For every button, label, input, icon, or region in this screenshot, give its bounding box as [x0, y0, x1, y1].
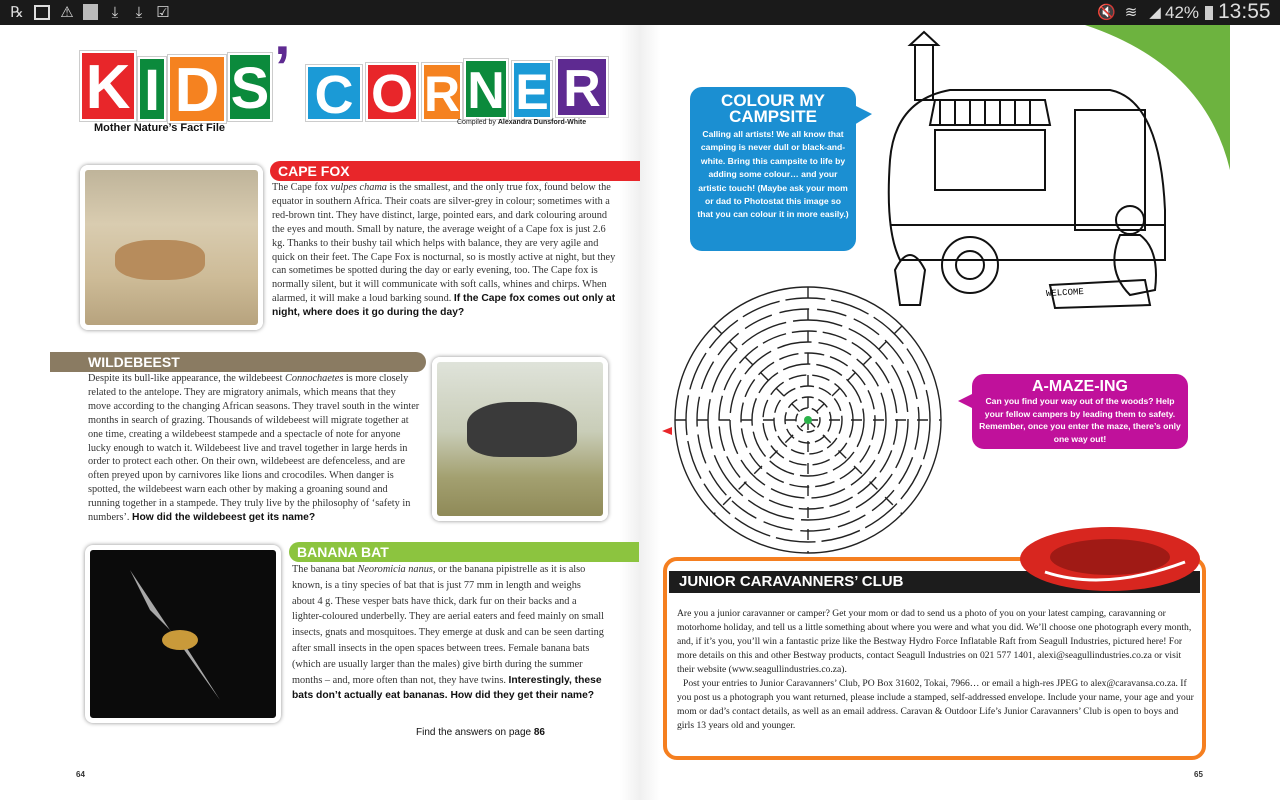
colour-campsite-bubble [690, 87, 856, 251]
banana-bat-text: The banana bat Neoromicia nanus, or the banana pipistrelle as it is also known, is a tiny species of bat that is just 77 mm in length and weighs about 4 g. These vesper bats have thick, dark fur on their backs and a lighter-coloured underbelly. They are aerial eaters and feed mainly on small insects, gnats and mosquitoes. They emerge at dusk and can be seen darting after small insects in the open spaces between trees. Female banana bats (which are usually larger than the males) give birth during the summer months – and, more often than not, they have twins. Interestingly, these bats don’t actually eat bananas. How did they get their name? [292, 564, 605, 702]
junior-club-heading: JUNIOR CARAVANNERS’ CLUB [669, 571, 1200, 593]
briefcase-icon[interactable]: ☑ [156, 4, 170, 21]
circular-maze[interactable] [668, 280, 948, 560]
spine [620, 25, 660, 800]
battery-percent: 42% [1165, 3, 1200, 22]
title-letter: R [422, 63, 462, 121]
warning-icon[interactable]: ⚠ [60, 4, 74, 21]
fox-shape [115, 240, 205, 280]
title-letter: C [306, 65, 362, 121]
maze-entry-arrow-icon [662, 427, 672, 435]
wildebeest-text: Despite its bull-like appearance, the wildebeest Connochaetes is more closely related to the antelope. They are migratory animals, which means that they move according to the changing African seasons. They travel south in the winter months in search of grazing. Thousands of wildebeest will migrate together at one time, creating a wildebeest stampede and a spectacle of note for anyone lucky enough to watch it. Wildebeest live and travel together in large herds in order to protect each other. On their own, wildebeest are defenceless, and are often preyed upon by carnivores like lions and crocodiles. When danger is spotted, the wildebeest warn each other by making a groaning sound and running together in a stampede. They truly live by the philosophy of ‘safety in numbers’. How did the wildebeest get its name? [88, 373, 420, 524]
welcome-mat-text: WELCOME [1045, 287, 1085, 299]
credit-name: Alexandra Dunsford-White [497, 119, 587, 126]
title-letter: R [556, 57, 608, 117]
cape-fox-heading: CAPE FOX [270, 161, 640, 181]
title-letter: K [80, 51, 136, 121]
apostrophe: ’ [274, 34, 291, 101]
amazeing-text: Can you find your way out of the woods? Help your fellow campers by leading them to safety. Remember, once you enter the maze, there’s only one way out! [979, 396, 1181, 444]
answers-note: Find the answers on page 86 [416, 727, 545, 738]
signal-icon: ◢ [1149, 4, 1161, 21]
colour-campsite-text: Calling all artists! We all know that camping is never dull or black-and-white. Bring this campsite to life by adding some colour… and your artistic touch! (Maybe ask your mom or dad to Photostat this image so that you can colour it in more easily.) [697, 129, 849, 220]
save-icon[interactable] [83, 4, 98, 20]
junior-club-para1: Are you a junior caravanner or camper? Get your mom or dad to send us a photo of you on your latest camping, caravanning or motorhome holiday, and tell us a little something about where you were and what you did. We’ll choose one photograph every month, and, if it’s you, you’ll win a fantastic prize like the Bestway Hydro Force Inflatable Raft from Seagull Industries, pictured here! For more details on this and other Bestway products, contact Seagull Industries on 021 577 1401, alexi@seagullindustries.co.za or visit their website (www.seagullindustries.co.za). [677, 608, 1192, 675]
cape-fox-question: If the Cape fox comes out only at night, where does it go during the day? [272, 293, 616, 319]
title-letter: N [464, 59, 508, 119]
wildebeest-question: How did the wildebeest get its name? [132, 512, 316, 524]
cape-fox-text: The Cape fox vulpes chama is the smallest, and the only true fox, found below the equator in southern Africa. Their coats are silver-grey in colour; sometimes with a red-brown tint. They have distinct, large, pointed ears, and dark colouring around the eyes and mouth. Small by nature, the average weight of a Cape fox is just 2.6 kg. Thanks to their bushy tail which helps with balance, they are very agile and quick on their feet. The Cape Fox is nocturnal, so is mostly active at night, but they can sometimes be spotted during the day or early evening, too. The Cape fox is normally silent, but it will communicate with soft calls, whines and chirps. When alarmed, it will make a loud barking sound. If the Cape fox comes out only at night, where does it go during the day? [272, 182, 616, 319]
banana-bat-photo [85, 545, 281, 723]
wifi-icon: ≋ [1124, 4, 1138, 21]
banana-bat-question: Interestingly, these bats don’t actually eat bananas. How did they get their name? [292, 674, 602, 702]
bat-shape [90, 550, 276, 718]
colour-campsite-title: COLOUR MY CAMPSITE [721, 91, 825, 126]
wildebeest-photo [432, 357, 608, 521]
clock: 13:55 [1218, 0, 1271, 23]
status-bar [0, 0, 1280, 25]
answers-page: 86 [533, 727, 545, 738]
download-icon[interactable]: ⤓ [135, 4, 143, 21]
title-letter: I [138, 57, 166, 121]
gallery-icon[interactable] [34, 5, 50, 20]
title-letter: S [228, 53, 272, 121]
title-letter: D [168, 55, 226, 123]
page-number-right: 65 [1194, 770, 1203, 779]
title-letter: O [366, 63, 418, 121]
amazeing-title: A-MAZE-ING [1032, 378, 1128, 395]
magazine-spread [0, 25, 1280, 800]
subtitle: Mother Nature’s Fact File [94, 122, 226, 134]
junior-club-text [677, 607, 1197, 733]
wildebeest-shape [467, 402, 577, 457]
title-letter: E [512, 61, 552, 119]
page-number-left: 64 [76, 770, 85, 779]
mute-icon: 🔇 [1097, 4, 1116, 21]
bubble-pointer [854, 105, 874, 125]
prescription-icon[interactable]: ℞ [10, 4, 24, 21]
bubble-pointer [958, 393, 974, 409]
battery-icon [1205, 6, 1213, 20]
credit-prefix: Compiled by [457, 119, 496, 126]
banana-bat-heading: BANANA BAT [289, 542, 639, 562]
inflatable-raft-photo [1015, 517, 1205, 597]
caravan-illustration [880, 30, 1210, 310]
junior-club-para2: Post your entries to Junior Caravanners’ Club, PO Box 31602, Tokai, 7966… or email a high-res JPEG to alex@caravansa.co.za. If you post us a photograph you want returned, please include a stamped, self-addressed envelope. Include your name, your age and your mom or dad’s contact details, as well as an email address. Caravan & Outdoor Life’s Junior Caravanners’ Club is open to boys and girls 13 years old and younger. [677, 678, 1194, 731]
wildebeest-heading: WILDEBEEST [50, 352, 426, 372]
download-icon[interactable]: ⤓ [111, 4, 119, 21]
maze-goal [804, 416, 812, 424]
amazeing-bubble [972, 374, 1188, 449]
cape-fox-photo [80, 165, 263, 330]
credit [457, 119, 586, 126]
